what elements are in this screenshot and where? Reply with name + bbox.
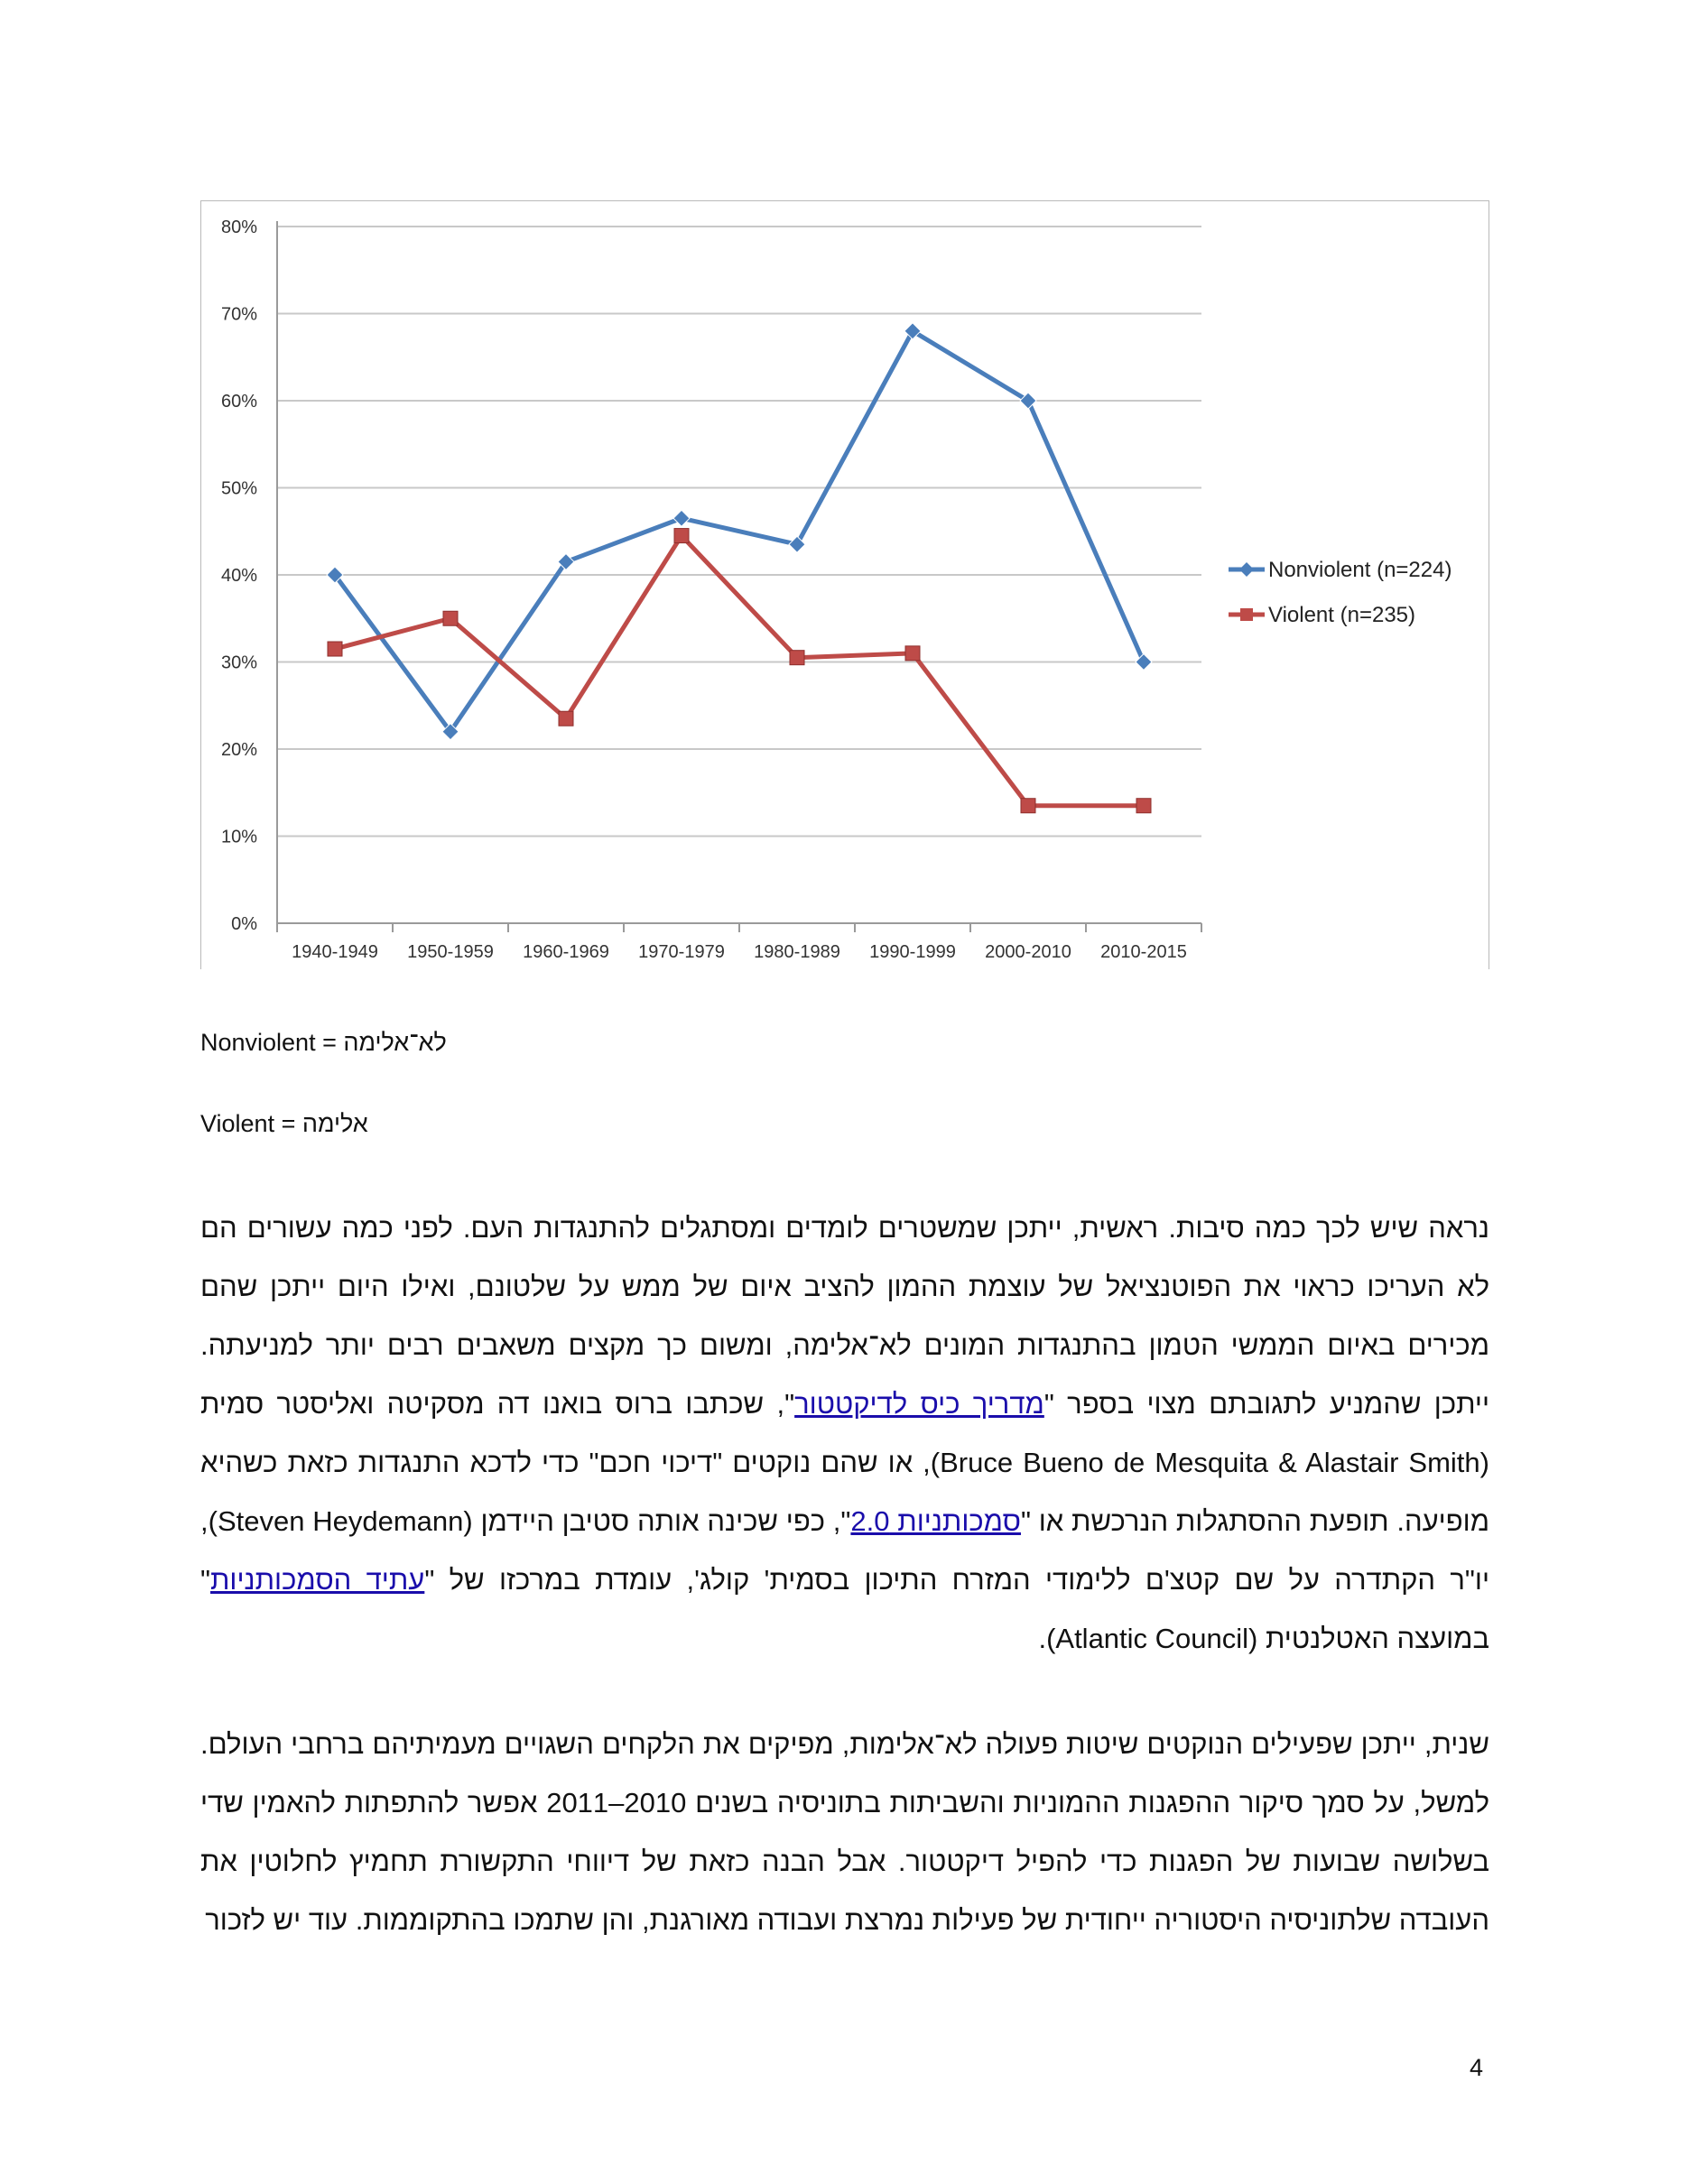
y-tick-label: 40% [220,566,257,586]
data-point [789,536,805,552]
data-point [1021,799,1035,813]
x-tick-label: 1960-1969 [523,942,609,962]
data-point [790,651,804,665]
series-line-1 [335,536,1144,806]
paragraph-1-text-a: נראה שיש לכך כמה סיבות. ראשית, ייתכן שמשטרים לומדים ומסתגלים להתנגדות העם. לפני כמה עשורים הם לא העריכו כראוי את הפוטנציאל של עוצמת ההמון להציב איום של ממש על שלטונם, ואילו היום ייתכן שהם מכירים באיום הממשי הטמון בהתנגדות המונים לא־אלימה, ומשום כך מקצים משאבים רבים יותר למניעתה. ייתכן שהמניע לתגובתם מצוי בספר " [200,1212,1489,1420]
data-point [1136,654,1152,671]
y-tick-label: 30% [220,652,257,673]
x-tick-label: 2000-2010 [985,942,1071,962]
y-tick-label: 10% [220,827,257,847]
paragraph-1-text-c: ", כפי שכינה אותה סטיבן היידמן (Steven Heydemann), יו"ר הקתדרה על שם קטצ'ם ללימודי המזרח התיכון בסמית' קולג', עומדת במרכזו של " [200,1505,1490,1596]
data-point [673,510,690,526]
y-tick-label: 80% [220,217,257,237]
x-tick-label: 1950-1959 [407,942,494,962]
data-point [905,646,920,661]
legend-note-nonviolent: Nonviolent = לא־אלימה [200,1029,447,1056]
data-point [674,529,689,543]
line-chart [200,200,1489,969]
x-tick-label: 1970-1979 [638,942,725,962]
y-tick-label: 20% [220,740,257,760]
legend-label: Violent (n=235) [1268,603,1416,627]
paragraph-1 [200,1198,1489,1668]
legend-note-violent: Violent = אלימה [200,1110,368,1137]
x-tick-label: 1980-1989 [754,942,840,962]
y-tick-label: 0% [231,914,257,934]
data-point [443,611,458,625]
x-tick-label: 1940-1949 [292,942,378,962]
legend-label: Nonviolent (n=224) [1268,558,1452,582]
series-line-0 [335,331,1144,732]
chart-canvas [201,201,1490,970]
link-pocket-guide[interactable]: מדריך כיס לדיקטטור [794,1388,1044,1420]
y-tick-label: 50% [220,478,257,499]
paragraph-1-text-b: ", שכתבו ברוס בואנו דה מסקיטה ואליסטר סמית (Bruce Bueno de Mesquita & Alastair Smith), או שהם נוקטים "דיכוי חכם" כדי לדכא התנגדות כזאת כשהיא מופיעה. תופעת ההסתגלות הנרכשת או " [200,1388,1489,1537]
page-number: 4 [1470,2054,1484,2081]
data-point [559,711,573,726]
x-tick-label: 1990-1999 [869,942,956,962]
data-point [1136,799,1151,813]
y-tick-label: 70% [220,304,257,325]
y-tick-label: 60% [220,392,257,412]
paragraph-2: שנית, ייתכן שפעילים הנוקטים שיטות פעולה לא־אלימות, מפיקים את הלקחים השגויים מעמיתיהם ברחבי העולם. למשל, על סמך סיקור ההפגנות ההמוניות והשביתות בתוניסיה בשנים 2010–2011 אפשר להתפתות להאמין שדי בשלושה שבועות של הפגנות כדי להפיל דיקטטור. אבל הבנה כזאת של דיווחי התקשורת תחמיץ לחלוטין את העובדה שלתוניסיה היסטוריה ייחודית של פעילות נמרצת ועבודה מאורגנת, והן שתמכו בהתקוממות. עוד יש לזכור [200,1728,1490,1936]
x-tick-label: 2010-2015 [1100,942,1187,962]
legend-marker [1240,608,1253,621]
link-authoritarianism-2[interactable]: סמכותניות 2.0 [850,1505,1021,1537]
legend-marker [1239,562,1254,577]
link-future-authoritarianism[interactable]: עתיד הסמכותניות [210,1564,425,1596]
data-point [328,642,342,656]
paragraph-1-text-d: " במועצה האטלנטית (Atlantic Council). [200,1564,1489,1654]
